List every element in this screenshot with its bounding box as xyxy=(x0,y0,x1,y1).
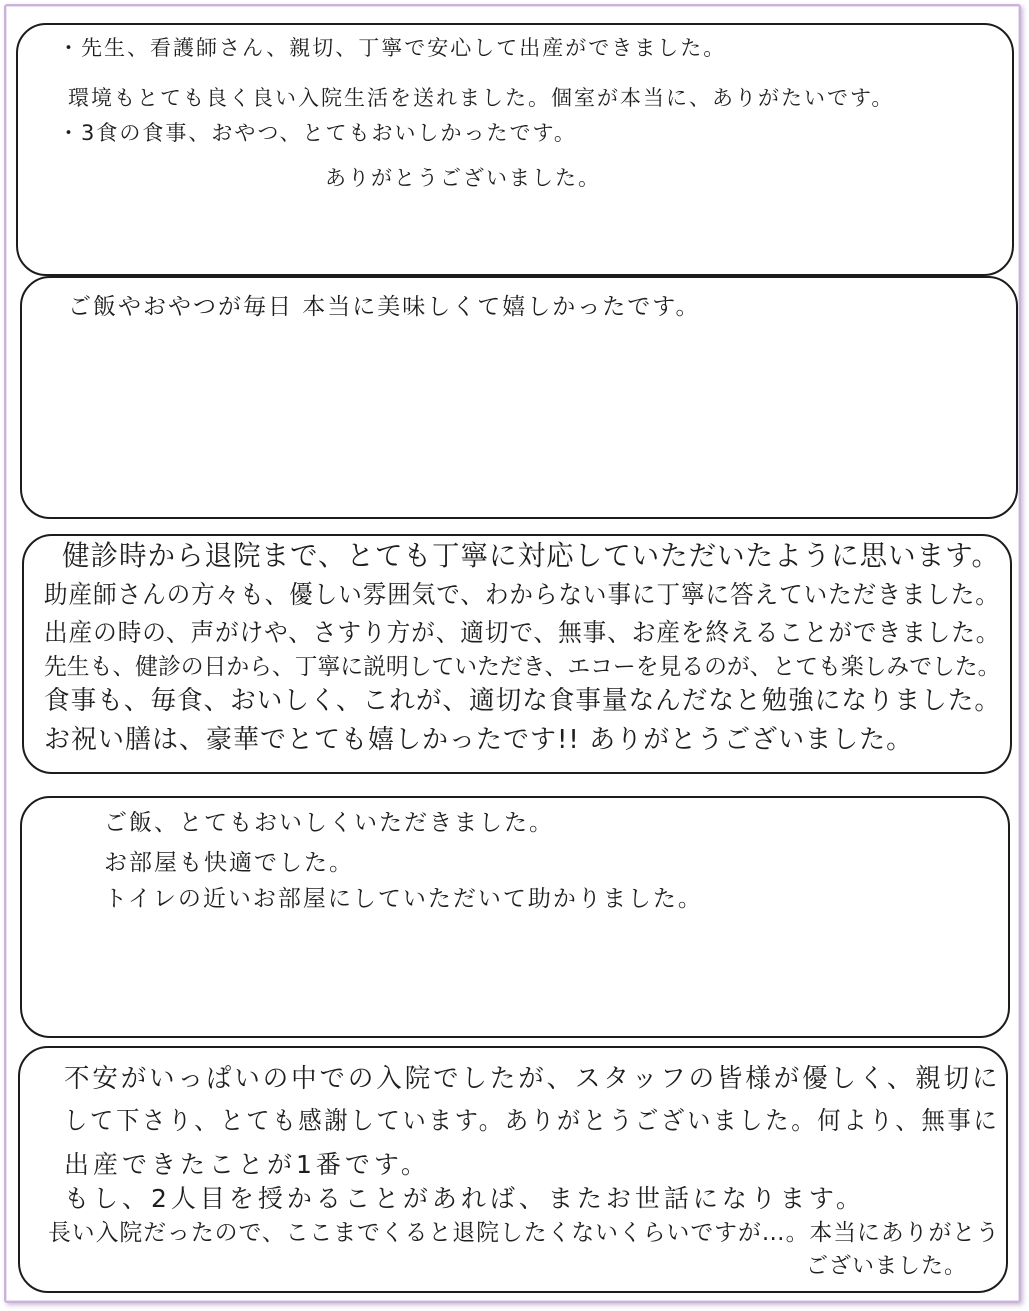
comment-3-line-6: お祝い膳は、豪華でとても嬉しかったです!! ありがとうございました。 xyxy=(44,725,914,755)
comment-2-line-1: ご飯やおやつが毎日 本当に美味しくて嬉しかったです。 xyxy=(68,294,701,320)
comment-5-line-5: 長い入院だったので、ここまでくると退院したくないくらいですが…。本当にありがとう xyxy=(48,1220,1000,1246)
comment-4-line-2: お部屋も快適でした。 xyxy=(104,850,354,876)
comment-3-line-5: 食事も、毎食、おいしく、これが、適切な食事量なんだなと勉強になりました。 xyxy=(44,686,1001,716)
comment-1-line-4: ありがとうございました。 xyxy=(325,166,601,190)
comment-5-line-1: 不安がいっぱいの中での入院でしたが、スタッフの皆様が優しく、親切に xyxy=(64,1064,1001,1094)
comment-card-1 xyxy=(16,23,1014,276)
comment-5-line-2: して下さり、とても感謝しています。ありがとうございました。何より、無事に xyxy=(64,1106,1000,1135)
comment-1-line-1: ・先生、看護師さん、親切、丁寧で安心して出産ができました。 xyxy=(58,36,727,60)
comment-3-line-2: 助産師さんの方々も、優しい雰囲気で、わからない事に丁寧に答えていただきました。 xyxy=(44,580,1000,609)
comment-3-line-4: 先生も、健診の日から、丁寧に説明していただき、エコーを見るのが、とても楽しみでした。 xyxy=(44,654,1001,680)
comment-1-line-3: ・3食の食事、おやつ、とてもおいしかったです。 xyxy=(58,121,577,145)
comment-5-line-6: ございました。 xyxy=(806,1254,968,1279)
comment-1-line-2: 環境もとても良く良い入院生活を送れました。個室が本当に、ありがたいです。 xyxy=(68,86,895,110)
comment-3-line-1: 健診時から退院まで、とても丁寧に対応していただいたように思います。 xyxy=(62,539,1000,572)
comment-4-line-3: トイレの近いお部屋にしていただいて助かりました。 xyxy=(104,886,703,912)
comment-3-line-3: 出産の時の、声がけや、さすり方が、適切で、無事、お産を終えることができました。 xyxy=(44,618,1001,647)
comment-5-line-4: もし、2人目を授かることがあれば、またお世話になります。 xyxy=(64,1184,865,1213)
comment-4-line-1: ご飯、とてもおいしくいただきました。 xyxy=(104,810,554,836)
comment-5-line-3: 出産できたことが1番です。 xyxy=(64,1150,430,1179)
